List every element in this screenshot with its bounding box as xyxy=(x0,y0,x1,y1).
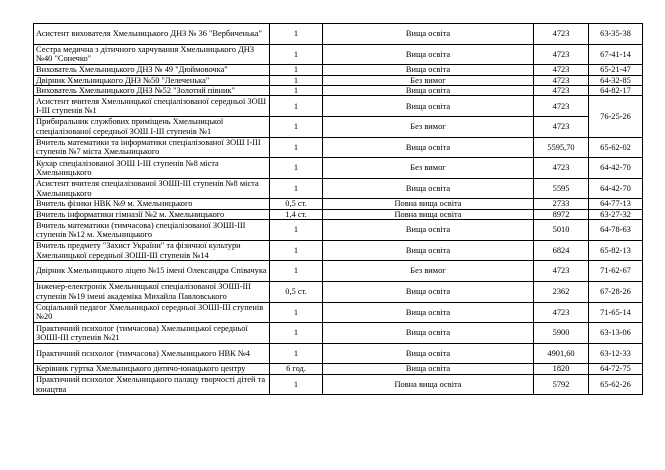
table-row xyxy=(34,158,643,179)
count-cell: 1 xyxy=(270,178,323,199)
requirement-cell: Вища освіта xyxy=(323,137,534,158)
salary-cell: 8972 xyxy=(534,209,589,219)
count-cell: 1 xyxy=(270,44,323,65)
position-cell: Соціальний педагог Хмельницької середньої ЗОШІ-ІІІ ступенів №20 xyxy=(34,302,270,323)
count-cell: 1 xyxy=(270,220,323,241)
phone-cell: 64-32-85 xyxy=(589,75,643,85)
salary-cell: 5900 xyxy=(534,323,589,344)
requirement-cell: Вища освіта xyxy=(323,240,534,261)
table-row xyxy=(34,281,643,302)
phone-cell: 65-62-02 xyxy=(589,137,643,158)
phone-cell: 71-65-14 xyxy=(589,302,643,323)
position-cell: Керівник гуртка Хмельницького дитячо-юнацького центру xyxy=(34,364,270,374)
table-row xyxy=(34,117,643,138)
requirement-cell: Вища освіта xyxy=(323,86,534,96)
salary-cell: 4901,60 xyxy=(534,343,589,364)
count-cell: 1 xyxy=(270,96,323,117)
count-cell: 1 xyxy=(270,65,323,75)
requirement-cell: Вища освіта xyxy=(323,178,534,199)
position-cell: Кухар спеціалізованої ЗОШ І-ІІІ ступенів №8 міста Хмельницького xyxy=(34,158,270,179)
position-cell: Вчитель інформатики гімназії №2 м. Хмельницького xyxy=(34,209,270,219)
position-cell: Вчитель математики та інформатики спеціалізованої ЗОШ І-ІІІ ступенів №7 міста Хмельницького xyxy=(34,137,270,158)
salary-cell: 4723 xyxy=(534,44,589,65)
requirement-cell: Без вимог xyxy=(323,158,534,179)
position-cell: Інженер-електронік Хмельницької спеціалізованої ЗОШІ-ІІІ ступенів №19 імені академіка Михайла Павловського xyxy=(34,281,270,302)
table-row xyxy=(34,75,643,85)
phone-cell: 71-62-67 xyxy=(589,261,643,282)
count-cell: 1 xyxy=(270,323,323,344)
phone-cell: 63-35-38 xyxy=(589,24,643,45)
requirement-cell: Без вимог xyxy=(323,261,534,282)
phone-cell: 65-62-26 xyxy=(589,374,643,395)
salary-cell: 5792 xyxy=(534,374,589,395)
phone-cell: 64-78-63 xyxy=(589,220,643,241)
salary-cell: 4723 xyxy=(534,24,589,45)
salary-cell: 4723 xyxy=(534,75,589,85)
salary-cell: 4723 xyxy=(534,158,589,179)
salary-cell: 6824 xyxy=(534,240,589,261)
position-cell: Двірник Хмельницького ліцею №15 імені Олександра Співачука xyxy=(34,261,270,282)
table-row xyxy=(34,96,643,117)
position-cell: Вчитель фізики НВК №9 м. Хмельницького xyxy=(34,199,270,209)
phone-cell: 64-82-17 xyxy=(589,86,643,96)
requirement-cell: Вища освіта xyxy=(323,96,534,117)
count-cell: 0,5 ст. xyxy=(270,281,323,302)
count-cell: 1 xyxy=(270,86,323,96)
table-row xyxy=(34,323,643,344)
salary-cell: 4723 xyxy=(534,96,589,117)
position-cell: Вчитель предмету "Захист України" та фізичної культури Хмельницької середньої ЗОШІ-ІІІ ступенів №14 xyxy=(34,240,270,261)
count-cell: 1 xyxy=(270,302,323,323)
table-row xyxy=(34,261,643,282)
phone-cell: 64-42-70 xyxy=(589,178,643,199)
table-row xyxy=(34,65,643,75)
count-cell: 0,5 ст. xyxy=(270,199,323,209)
vacancy-table-body xyxy=(34,24,643,395)
table-row xyxy=(34,137,643,158)
requirement-cell: Вища освіта xyxy=(323,44,534,65)
table-row xyxy=(34,24,643,45)
requirement-cell: Вища освіта xyxy=(323,24,534,45)
position-cell: Вихователь Хмельницького ДНЗ № 49 "Дюймовочка" xyxy=(34,65,270,75)
count-cell: 1 xyxy=(270,343,323,364)
salary-cell: 5595,70 xyxy=(534,137,589,158)
salary-cell: 4723 xyxy=(534,261,589,282)
vacancy-document xyxy=(33,23,642,395)
table-row xyxy=(34,178,643,199)
table-row xyxy=(34,209,643,219)
table-row xyxy=(34,86,643,96)
table-row xyxy=(34,343,643,364)
position-cell: Сестра медична з дітичного харчування Хмельницького ДНЗ №40 "Сонечко" xyxy=(34,44,270,65)
vacancy-table xyxy=(33,23,643,395)
requirement-cell: Вища освіта xyxy=(323,323,534,344)
position-cell: Вихователь Хмельницького ДНЗ №52 "Золотий півник" xyxy=(34,86,270,96)
phone-cell: 67-41-14 xyxy=(589,44,643,65)
position-cell: Практичний психолог (тимчасова) Хмельницької середньої ЗОШІ-ІІІ ступенів №21 xyxy=(34,323,270,344)
phone-cell: 63-12-33 xyxy=(589,343,643,364)
position-cell: Асистент вчителя спеціалізованої ЗОШІ-ІІІ ступенів №8 міста Хмельницького xyxy=(34,178,270,199)
position-cell: Асистент вчителя Хмельницької спеціалізованої середньої ЗОШ І-ІІІ ступенів №1 xyxy=(34,96,270,117)
table-row xyxy=(34,240,643,261)
table-row xyxy=(34,374,643,395)
requirement-cell: Вища освіта xyxy=(323,302,534,323)
requirement-cell: Повна вища освіта xyxy=(323,209,534,219)
position-cell: Практичний психолог Хмельницького палацу творчості дітей та юнацтва xyxy=(34,374,270,395)
count-cell: 1 xyxy=(270,75,323,85)
phone-cell: 64-77-13 xyxy=(589,199,643,209)
count-cell: 1,4 ст. xyxy=(270,209,323,219)
requirement-cell: Без вимог xyxy=(323,117,534,138)
count-cell: 1 xyxy=(270,261,323,282)
phone-cell: 65-21-47 xyxy=(589,65,643,75)
salary-cell: 1820 xyxy=(534,364,589,374)
requirement-cell: Вища освіта xyxy=(323,65,534,75)
table-row xyxy=(34,364,643,374)
position-cell: Асистент вихователя Хмельницького ДНЗ № 36 "Вербиченька" xyxy=(34,24,270,45)
count-cell: 6 год. xyxy=(270,364,323,374)
table-row xyxy=(34,199,643,209)
position-cell: Прибиральник службових приміщень Хмельницької спеціалізованої середньої ЗОШ І-ІІІ ступенів №1 xyxy=(34,117,270,138)
position-cell: Практичний психолог (тимчасова) Хмельницького НВК №4 xyxy=(34,343,270,364)
requirement-cell: Вища освіта xyxy=(323,281,534,302)
salary-cell: 4723 xyxy=(534,302,589,323)
requirement-cell: Вища освіта xyxy=(323,220,534,241)
salary-cell: 4723 xyxy=(534,65,589,75)
salary-cell: 2733 xyxy=(534,199,589,209)
count-cell: 1 xyxy=(270,374,323,395)
requirement-cell: Без вимог xyxy=(323,75,534,85)
phone-cell: 76-25-26 xyxy=(589,96,643,137)
salary-cell: 4723 xyxy=(534,86,589,96)
salary-cell: 5595 xyxy=(534,178,589,199)
count-cell: 1 xyxy=(270,137,323,158)
requirement-cell: Повна вища освіта xyxy=(323,374,534,395)
count-cell: 1 xyxy=(270,158,323,179)
table-row xyxy=(34,302,643,323)
count-cell: 1 xyxy=(270,240,323,261)
salary-cell: 4723 xyxy=(534,117,589,138)
position-cell: Двірник Хмельницького ДНЗ №50 "Лелеченька" xyxy=(34,75,270,85)
table-row xyxy=(34,220,643,241)
count-cell: 1 xyxy=(270,24,323,45)
count-cell: 1 xyxy=(270,117,323,138)
table-row xyxy=(34,44,643,65)
phone-cell: 63-13-06 xyxy=(589,323,643,344)
phone-cell: 65-82-13 xyxy=(589,240,643,261)
phone-cell: 64-42-70 xyxy=(589,158,643,179)
position-cell: Вчитель математики (тимчасова) спеціалізованої ЗОШІ-ІІІ ступенів №12 м. Хмельницького xyxy=(34,220,270,241)
phone-cell: 64-72-75 xyxy=(589,364,643,374)
phone-cell: 63-27-32 xyxy=(589,209,643,219)
phone-cell: 67-28-26 xyxy=(589,281,643,302)
requirement-cell: Вища освіта xyxy=(323,364,534,374)
salary-cell: 2362 xyxy=(534,281,589,302)
requirement-cell: Повна вища освіта xyxy=(323,199,534,209)
salary-cell: 5010 xyxy=(534,220,589,241)
requirement-cell: Вища освіта xyxy=(323,343,534,364)
